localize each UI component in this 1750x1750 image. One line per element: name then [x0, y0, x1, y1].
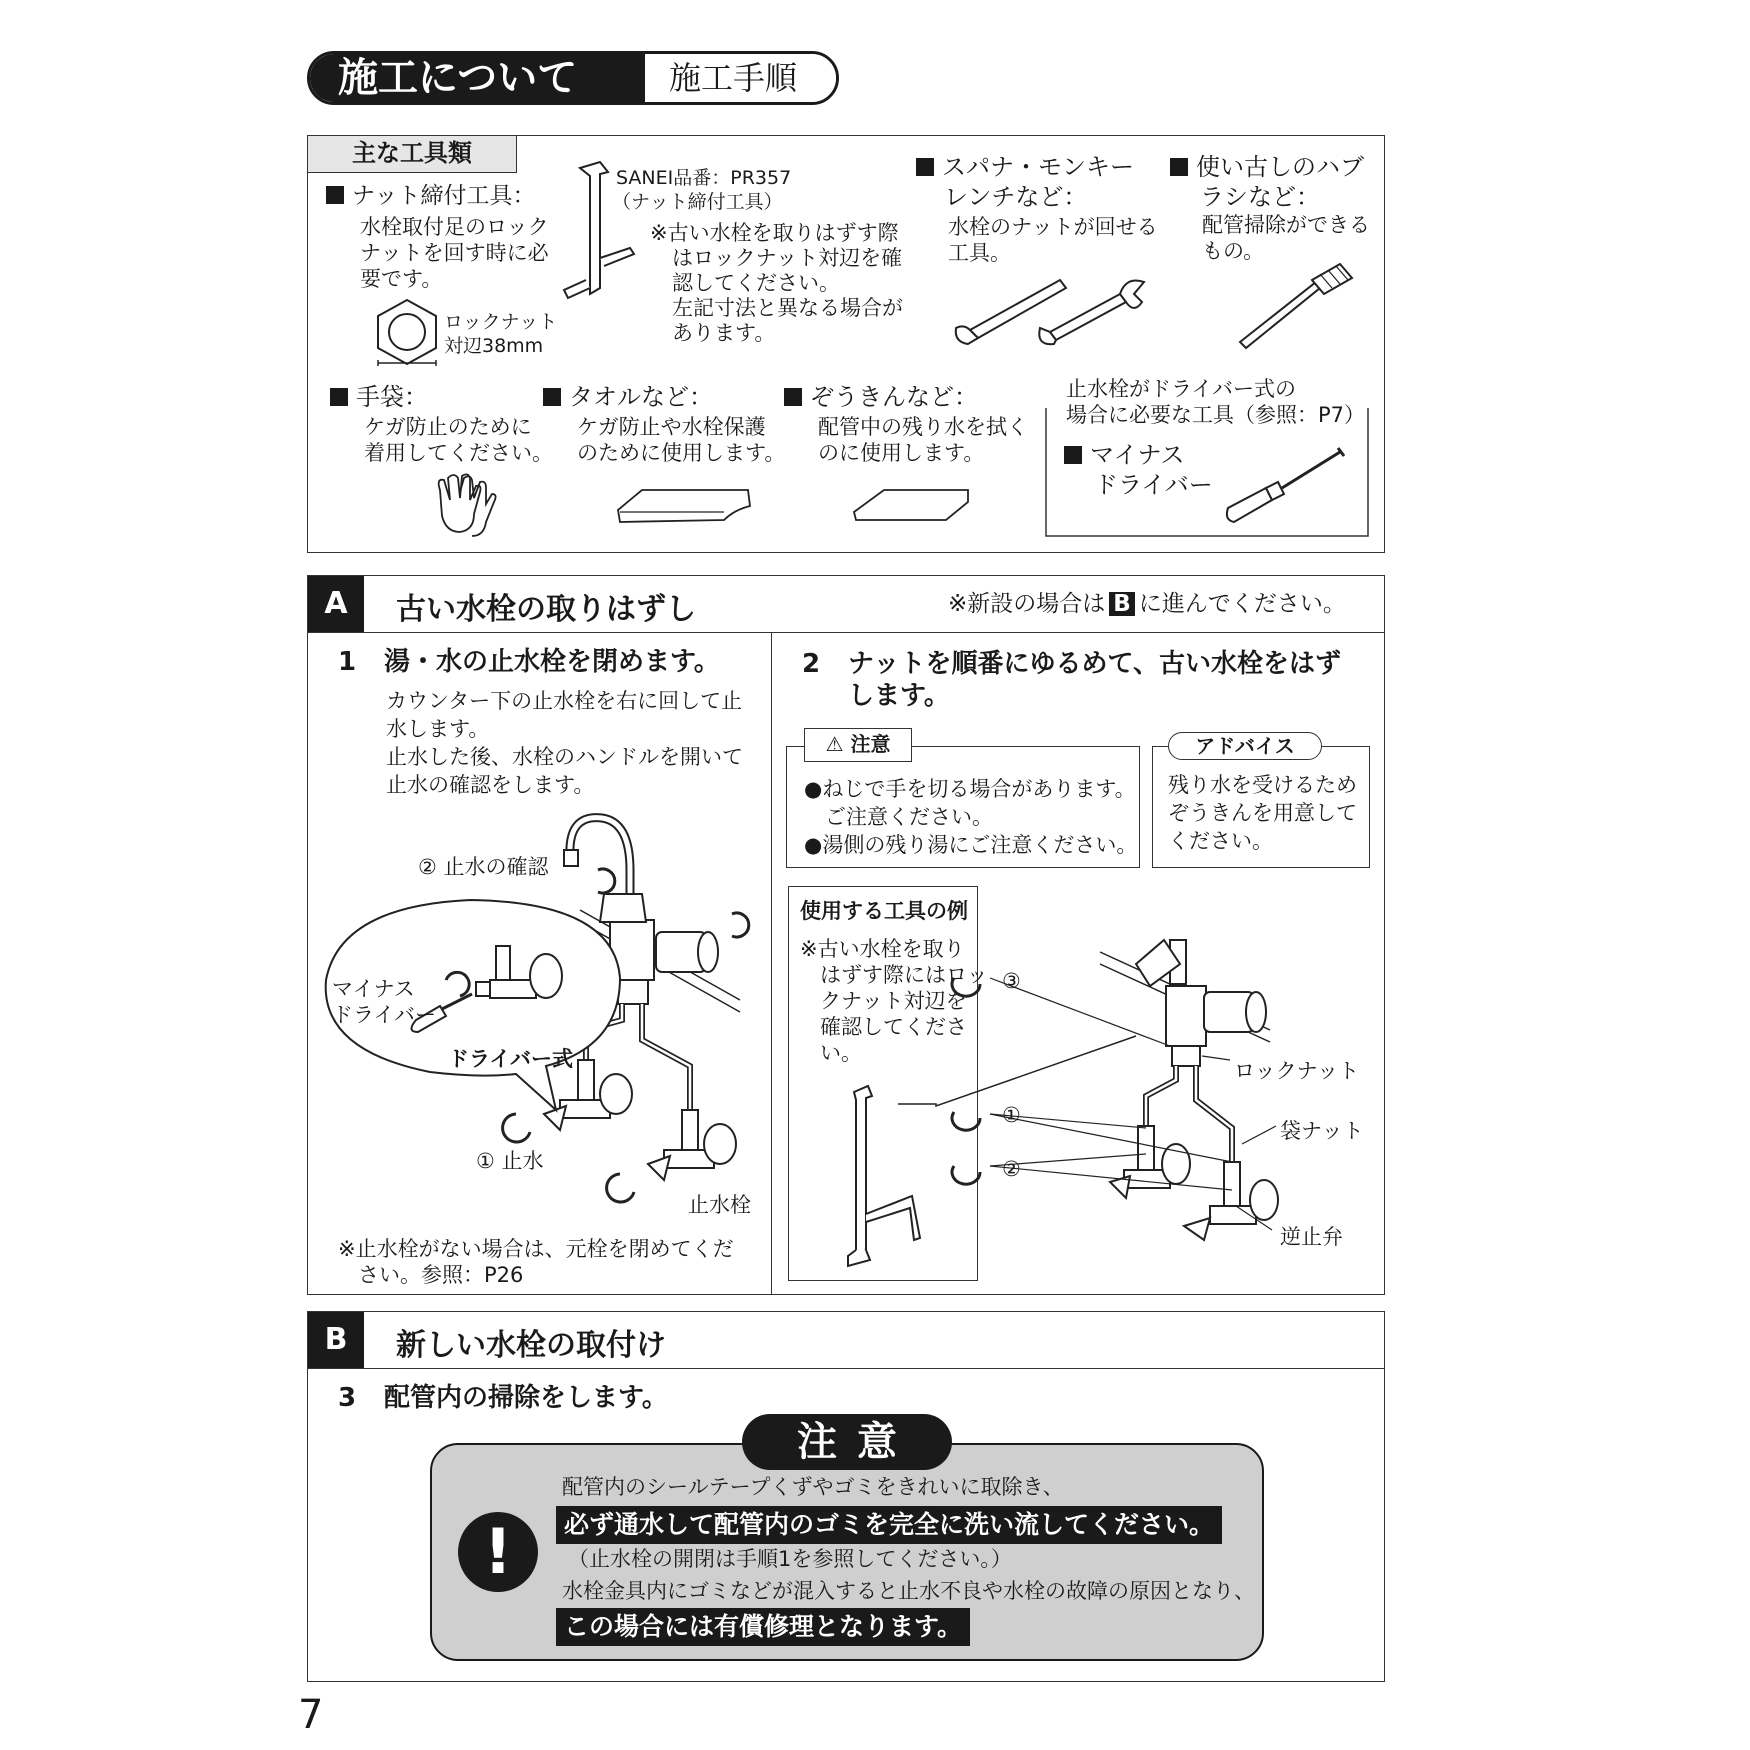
spanner-desc-2: 工具。 — [948, 241, 1011, 265]
header-main: 施工について — [310, 54, 645, 102]
advice-line-1: 残り水を受けるため — [1168, 773, 1357, 797]
nut-note-2: はロックナット対辺を確 — [672, 246, 903, 270]
label-bagnut: 袋ナット — [1280, 1119, 1364, 1143]
brush-title-2: ラシなど： — [1200, 183, 1320, 211]
wrench-icon — [950, 268, 1160, 348]
driver-title-2: ドライバー — [1094, 471, 1213, 499]
label-stop: ① 止水 — [476, 1149, 544, 1173]
section-b-bar — [308, 1312, 1384, 1369]
caution-line-1: ●ねじで手を切る場合があります。 — [804, 777, 1136, 801]
brush-title-1: 使い古しのハブ — [1170, 152, 1364, 183]
caution-tab: ⚠ 注意 — [804, 728, 912, 762]
rag-desc-2: のに使用します。 — [818, 441, 985, 465]
step1-desc-4: 止水の確認をします。 — [386, 773, 595, 797]
section-a-title: 古い水栓の取りはずし — [396, 592, 696, 627]
advice-line-2: ぞうきんを用意して — [1168, 801, 1357, 825]
advice-tab: アドバイス — [1168, 732, 1322, 760]
part-name: （ナット締付工具） — [612, 191, 783, 213]
tool-note-3: クナット対辺を — [820, 989, 967, 1013]
section-a-note: ※新設の場合は B に進んでください。 — [948, 591, 1346, 617]
section-b-letter: B — [308, 1312, 364, 1368]
driver-title-1: マイナス — [1064, 440, 1185, 471]
towel-desc-1: ケガ防止や水栓保護 — [577, 415, 766, 439]
step3-number: 3 — [338, 1383, 357, 1413]
header-sub: 施工手順 — [645, 54, 836, 102]
nut-tool-desc-1: 水栓取付足のロック — [360, 215, 549, 239]
caution-line-3: ●湯側の残り湯にご注意ください。 — [804, 833, 1138, 857]
label-locknut: ロックナット — [1234, 1059, 1360, 1083]
label-driver-1: マイナス — [332, 977, 415, 1001]
towel-desc-2: のために使用します。 — [577, 441, 786, 465]
advice-line-3: ください。 — [1168, 829, 1273, 853]
part-number: SANEI品番：PR357 — [616, 167, 792, 189]
nut-note-1: ※古い水栓を取りはずす際 — [650, 221, 899, 245]
warning-icon: ⚠ — [825, 732, 844, 756]
caution-b-line-4: 水栓金具内にゴミなどが混入すると止水不良や水栓の故障の原因となり、 — [562, 1579, 1255, 1603]
section-a-letter: A — [308, 576, 364, 632]
caution-b-line-2: 必ず通水して配管内のゴミを完全に洗い流してください。 — [556, 1506, 1222, 1544]
brush-desc-1: 配管掃除ができる — [1202, 213, 1370, 237]
rag-icon — [850, 486, 974, 524]
towel-icon — [614, 486, 754, 526]
spanner-title-1: スパナ・モンキー — [916, 152, 1134, 183]
spanner-title-2: レンチなど： — [944, 183, 1088, 211]
exclamation-icon: ! — [458, 1512, 538, 1592]
tool-note-4: 確認してくださ — [820, 1015, 967, 1039]
rag-desc-1: 配管中の残り水を拭く — [818, 415, 1028, 439]
section-a-bar — [308, 576, 1384, 633]
page-header — [307, 51, 839, 105]
nut-note-4: 左記寸法と異なる場合が — [672, 296, 903, 320]
gloves-title: 手袋： — [330, 382, 428, 413]
step1-title: 湯・水の止水栓を閉めます。 — [384, 647, 720, 677]
locknut-label: ロックナット — [444, 311, 558, 333]
brush-desc-2: もの。 — [1202, 239, 1265, 263]
driver-head-2: 場合に必要な工具（参照：P7） — [1066, 403, 1366, 427]
label-n1: ① — [1002, 1103, 1021, 1127]
step3-title: 配管内の掃除をします。 — [384, 1383, 668, 1413]
label-check: ② 止水の確認 — [418, 855, 549, 879]
locknut-size: 対辺38mm — [444, 335, 544, 357]
section-b-title: 新しい水栓の取付け — [396, 1328, 666, 1363]
spanner-desc-1: 水栓のナットが回せる — [948, 215, 1158, 239]
tool-note-1: ※古い水栓を取り — [800, 937, 965, 961]
caution-b-line-5: この場合には有償修理となります。 — [556, 1608, 970, 1646]
tool-example-title: 使用する工具の例 — [800, 899, 968, 923]
tools-tab: 主な工具類 — [307, 135, 517, 173]
gloves-icon — [430, 470, 498, 540]
towel-title: タオルなど： — [543, 382, 713, 413]
label-valve: 止水栓 — [688, 1193, 751, 1217]
section-a-divider — [771, 632, 772, 1294]
caution-title: 注意 — [742, 1414, 952, 1470]
label-driver-2: ドライバー — [332, 1003, 436, 1027]
step1-footnote-2: さい。参照：P26 — [358, 1263, 524, 1287]
step2-title-2: します。 — [848, 681, 950, 711]
label-driver-type: ドライバー式 — [448, 1047, 573, 1071]
page-number: 7 — [298, 1692, 324, 1738]
caution-b-line-1: 配管内のシールテープくずやゴミをきれいに取除き、 — [562, 1475, 1064, 1499]
step1-footnote-1: ※止水栓がない場合は、元栓を閉めてくだ — [338, 1237, 734, 1261]
tool-note-2: はずす際にはロッ — [820, 963, 988, 987]
step1-number: 1 — [338, 647, 357, 677]
nut-tool-desc-2: ナットを回す時に必 — [360, 241, 549, 265]
step2-number: 2 — [802, 649, 821, 679]
driver-head-1: 止水栓がドライバー式の — [1066, 377, 1296, 401]
step1-desc-1: カウンター下の止水栓を右に回して止 — [386, 689, 743, 713]
screwdriver-icon — [1222, 444, 1348, 524]
nut-note-5: あります。 — [672, 321, 776, 345]
nut-note-3: 認してください。 — [672, 271, 840, 295]
toothbrush-icon — [1236, 262, 1356, 352]
rag-title: ぞうきんなど： — [784, 382, 978, 413]
locknut-icon — [372, 296, 442, 368]
nut-tool-desc-3: 要です。 — [360, 267, 443, 291]
step1-desc-2: 水します。 — [386, 717, 490, 741]
label-check-valve: 逆止弁 — [1280, 1225, 1343, 1249]
gloves-desc-2: 着用してください。 — [364, 441, 553, 465]
caution-line-2: ご注意ください。 — [804, 805, 993, 829]
tool-note-5: い。 — [820, 1041, 862, 1065]
label-n2: ② — [1002, 1157, 1021, 1181]
step2-diagram — [840, 900, 1370, 1270]
step2-title-1: ナットを順番にゆるめて、古い水栓をはず — [848, 649, 1341, 679]
label-n3: ③ — [1002, 969, 1021, 993]
gloves-desc-1: ケガ防止のために — [364, 415, 532, 439]
caution-b-line-3: （止水栓の開閉は手順1を参照してください。） — [568, 1547, 1012, 1571]
step1-desc-3: 止水した後、水栓のハンドルを開いて — [386, 745, 743, 769]
nut-tool-title: ナット締付工具： — [326, 182, 536, 211]
